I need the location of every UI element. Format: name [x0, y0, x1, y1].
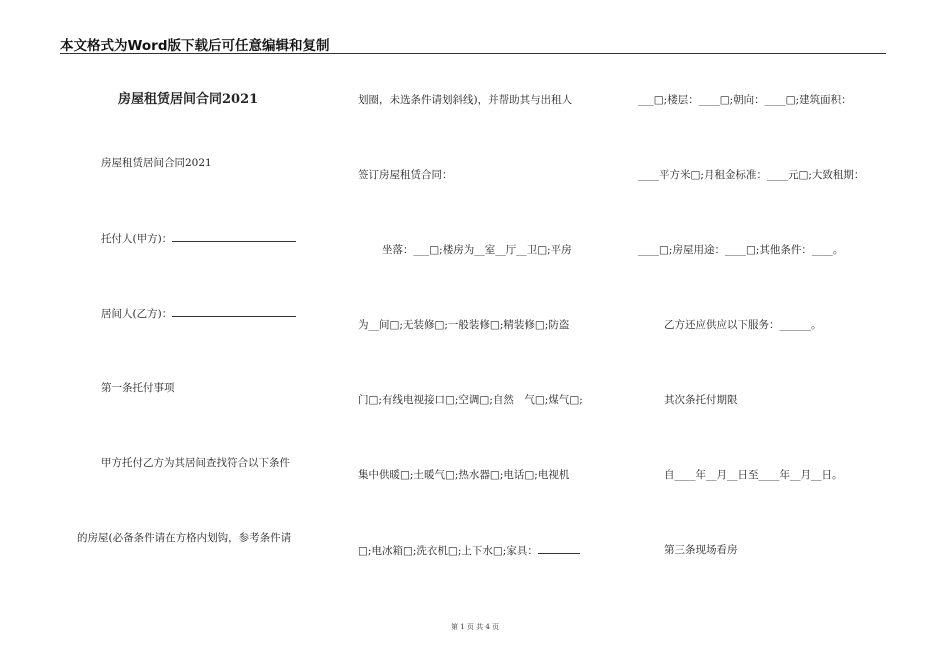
col3-line-2: ____平方米□;月租金标准：____元□;大致租期： — [638, 169, 865, 181]
page-footer: 第 1 页 共 4 页 — [450, 623, 500, 631]
party-b-line — [101, 306, 296, 321]
col3-line-5: 其次条托付期限 — [664, 394, 738, 406]
col2-line-7-wrap — [358, 543, 580, 558]
party-b-blank — [172, 306, 296, 317]
col3-line-6: 自____年__月__日至____年__月__日。 — [664, 469, 843, 481]
header-divider — [60, 53, 886, 54]
col2-line-1: 划圈，未选条件请划斜线)，并帮助其与出租人 — [358, 94, 573, 106]
col2-line-5: 门□;有线电视接口□;空调□;自然 气□;煤气□; — [358, 394, 583, 406]
furniture-blank — [538, 543, 580, 554]
party-a-blank — [172, 231, 296, 242]
document-subtitle: 房屋租赁居间合同2021 — [101, 157, 212, 169]
col3-line-3: ____□;房屋用途：____□;其他条件：____。 — [638, 244, 844, 256]
party-b-label: 居间人(乙方)： — [101, 308, 173, 320]
party-a-line — [101, 231, 296, 246]
col2-line-3: 坐落：___□;楼房为__室__厅__卫□;平房 — [382, 244, 572, 256]
clause-line-b: 的房屋(必备条件请在方格内划钩，参考条件请 — [77, 532, 292, 544]
document-title: 房屋租赁居间合同2021 — [118, 92, 259, 107]
col3-line-4: 乙方还应供应以下服务：______。 — [664, 319, 822, 331]
page-header: 本文格式为Word版下载后可任意编辑和复制 — [60, 38, 330, 54]
article-1-heading: 第一条托付事项 — [101, 382, 175, 394]
col2-line-7: □;电冰箱□;洗衣机□;上下水□;家具： — [358, 545, 538, 557]
clause-line-a: 甲方托付乙方为其居间查找符合以下条件 — [101, 457, 290, 469]
party-a-label: 托付人(甲方)： — [101, 233, 173, 245]
col3-line-1: ___□;楼层：____□;朝向：____□;建筑面积： — [638, 94, 852, 106]
col3-line-7: 第三条现场看房 — [664, 544, 738, 556]
col2-line-2: 签订房屋租赁合同： — [358, 169, 453, 181]
col2-line-4: 为__间□;无装修□;一般装修□;精装修□;防盗 — [358, 319, 570, 331]
col2-line-6: 集中供暖□;土暖气□;热水器□;电话□;电视机 — [358, 469, 570, 481]
